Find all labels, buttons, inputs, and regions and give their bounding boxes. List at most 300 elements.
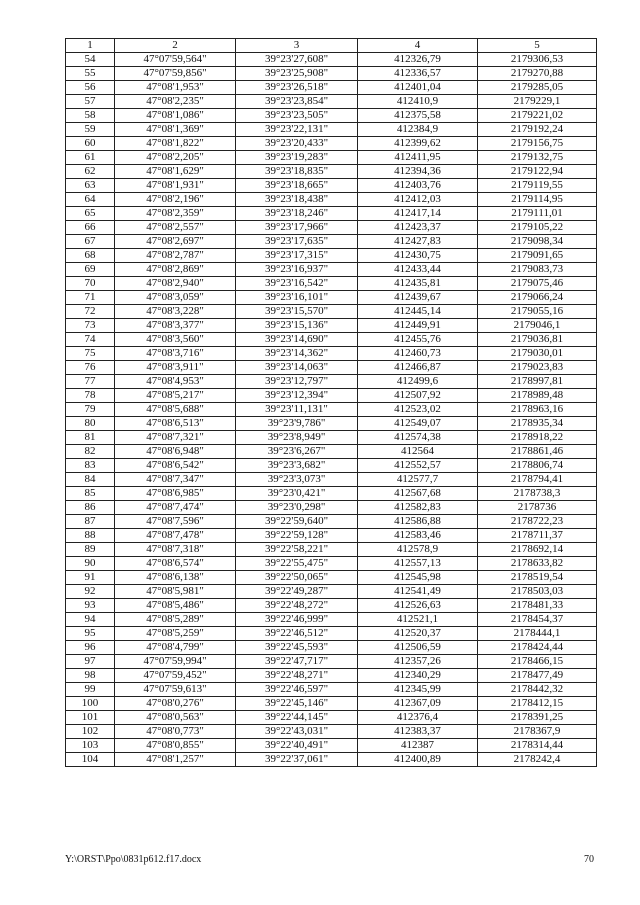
table-cell-col-1: 100 bbox=[66, 697, 115, 711]
table-cell-col-4: 412336,57 bbox=[358, 67, 478, 81]
table-cell-col-1: 87 bbox=[66, 515, 115, 529]
column-header-4: 4 bbox=[358, 39, 478, 53]
table-cell-col-3: 39°22'59,640" bbox=[236, 515, 358, 529]
table-row bbox=[66, 529, 597, 543]
table-row bbox=[66, 123, 597, 137]
table-cell-col-2: 47°08'0,276" bbox=[115, 697, 236, 711]
table-cell-col-5: 2178918,22 bbox=[478, 431, 597, 445]
table-row bbox=[66, 319, 597, 333]
table-cell-col-2: 47°08'3,560" bbox=[115, 333, 236, 347]
table-row bbox=[66, 473, 597, 487]
table-cell-col-3: 39°23'25,908" bbox=[236, 67, 358, 81]
table-cell-col-3: 39°22'48,271" bbox=[236, 669, 358, 683]
table-row bbox=[66, 599, 597, 613]
table-cell-col-2: 47°08'6,138" bbox=[115, 571, 236, 585]
table-row bbox=[66, 221, 597, 235]
table-row bbox=[66, 585, 597, 599]
table-cell-col-1: 64 bbox=[66, 193, 115, 207]
table-cell-col-2: 47°08'6,574" bbox=[115, 557, 236, 571]
table-cell-col-5: 2178503,03 bbox=[478, 585, 597, 599]
table-cell-col-1: 70 bbox=[66, 277, 115, 291]
table-row bbox=[66, 515, 597, 529]
table-cell-col-5: 2179122,94 bbox=[478, 165, 597, 179]
table-cell-col-2: 47°08'5,259" bbox=[115, 627, 236, 641]
table-cell-col-1: 60 bbox=[66, 137, 115, 151]
table-cell-col-4: 412549,07 bbox=[358, 417, 478, 431]
table-cell-col-5: 2178935,34 bbox=[478, 417, 597, 431]
table-cell-col-4: 412357,26 bbox=[358, 655, 478, 669]
table-row bbox=[66, 627, 597, 641]
table-cell-col-5: 2179132,75 bbox=[478, 151, 597, 165]
table-cell-col-5: 2179036,81 bbox=[478, 333, 597, 347]
table-cell-col-5: 2178466,15 bbox=[478, 655, 597, 669]
table-row bbox=[66, 137, 597, 151]
table-cell-col-4: 412412,03 bbox=[358, 193, 478, 207]
table-cell-col-4: 412455,76 bbox=[358, 333, 478, 347]
table-cell-col-3: 39°23'17,315" bbox=[236, 249, 358, 263]
table-cell-col-4: 412430,75 bbox=[358, 249, 478, 263]
table-cell-col-1: 77 bbox=[66, 375, 115, 389]
table-cell-col-2: 47°08'0,563" bbox=[115, 711, 236, 725]
table-cell-col-3: 39°23'18,246" bbox=[236, 207, 358, 221]
table-cell-col-3: 39°23'23,505" bbox=[236, 109, 358, 123]
table-row bbox=[66, 711, 597, 725]
table-cell-col-2: 47°08'3,911" bbox=[115, 361, 236, 375]
table-row bbox=[66, 389, 597, 403]
table-cell-col-4: 412427,83 bbox=[358, 235, 478, 249]
table-cell-col-4: 412521,1 bbox=[358, 613, 478, 627]
table-cell-col-3: 39°23'14,063" bbox=[236, 361, 358, 375]
table-cell-col-5: 2179221,02 bbox=[478, 109, 597, 123]
table-cell-col-1: 102 bbox=[66, 725, 115, 739]
table-cell-col-4: 412552,57 bbox=[358, 459, 478, 473]
table-cell-col-1: 68 bbox=[66, 249, 115, 263]
table-cell-col-5: 2179105,22 bbox=[478, 221, 597, 235]
table-cell-col-4: 412567,68 bbox=[358, 487, 478, 501]
table-cell-col-3: 39°23'19,283" bbox=[236, 151, 358, 165]
table-cell-col-2: 47°08'4,953" bbox=[115, 375, 236, 389]
table-body bbox=[66, 53, 597, 767]
table-cell-col-1: 82 bbox=[66, 445, 115, 459]
table-cell-col-3: 39°23'0,421" bbox=[236, 487, 358, 501]
table-row bbox=[66, 235, 597, 249]
table-cell-col-2: 47°08'3,228" bbox=[115, 305, 236, 319]
table-row bbox=[66, 305, 597, 319]
table-row bbox=[66, 53, 597, 67]
table-cell-col-5: 2178736 bbox=[478, 501, 597, 515]
table-cell-col-5: 2179285,05 bbox=[478, 81, 597, 95]
table-cell-col-3: 39°23'9,786" bbox=[236, 417, 358, 431]
table-cell-col-1: 61 bbox=[66, 151, 115, 165]
table-cell-col-2: 47°07'59,856" bbox=[115, 67, 236, 81]
table-cell-col-4: 412577,7 bbox=[358, 473, 478, 487]
table-cell-col-2: 47°08'6,985" bbox=[115, 487, 236, 501]
table-cell-col-3: 39°23'18,835" bbox=[236, 165, 358, 179]
table-cell-col-1: 75 bbox=[66, 347, 115, 361]
table-cell-col-3: 39°23'16,937" bbox=[236, 263, 358, 277]
table-cell-col-2: 47°08'3,377" bbox=[115, 319, 236, 333]
table-cell-col-5: 2179066,24 bbox=[478, 291, 597, 305]
table-cell-col-4: 412574,38 bbox=[358, 431, 478, 445]
table-cell-col-2: 47°07'59,994" bbox=[115, 655, 236, 669]
table-cell-col-1: 63 bbox=[66, 179, 115, 193]
table-cell-col-5: 2178806,74 bbox=[478, 459, 597, 473]
table-cell-col-2: 47°08'5,217" bbox=[115, 389, 236, 403]
table-cell-col-4: 412506,59 bbox=[358, 641, 478, 655]
table-cell-col-3: 39°23'0,298" bbox=[236, 501, 358, 515]
table-cell-col-4: 412340,29 bbox=[358, 669, 478, 683]
table-cell-col-2: 47°08'7,347" bbox=[115, 473, 236, 487]
table-cell-col-2: 47°08'2,787" bbox=[115, 249, 236, 263]
table-cell-col-2: 47°08'6,948" bbox=[115, 445, 236, 459]
table-cell-col-5: 2179111,01 bbox=[478, 207, 597, 221]
table-cell-col-4: 412460,73 bbox=[358, 347, 478, 361]
table-cell-col-3: 39°22'49,287" bbox=[236, 585, 358, 599]
table-cell-col-5: 2179098,34 bbox=[478, 235, 597, 249]
table-cell-col-3: 39°23'17,635" bbox=[236, 235, 358, 249]
table-cell-col-2: 47°08'1,931" bbox=[115, 179, 236, 193]
table-row bbox=[66, 557, 597, 571]
table-row bbox=[66, 277, 597, 291]
table-cell-col-3: 39°22'46,999" bbox=[236, 613, 358, 627]
table-cell-col-3: 39°22'59,128" bbox=[236, 529, 358, 543]
table-cell-col-4: 412375,58 bbox=[358, 109, 478, 123]
table-cell-col-5: 2178424,44 bbox=[478, 641, 597, 655]
table-cell-col-1: 56 bbox=[66, 81, 115, 95]
document-path: Y:\ORST\Ppo\0831p612.f17.docx bbox=[65, 854, 202, 865]
table-cell-col-2: 47°08'5,688" bbox=[115, 403, 236, 417]
table-cell-col-1: 96 bbox=[66, 641, 115, 655]
table-cell-col-4: 412545,98 bbox=[358, 571, 478, 585]
table-cell-col-1: 67 bbox=[66, 235, 115, 249]
table-cell-col-5: 2178242,4 bbox=[478, 753, 597, 767]
table-cell-col-4: 412520,37 bbox=[358, 627, 478, 641]
table-cell-col-5: 2178477,49 bbox=[478, 669, 597, 683]
table-cell-col-4: 412541,49 bbox=[358, 585, 478, 599]
table-row bbox=[66, 361, 597, 375]
table-cell-col-3: 39°23'16,101" bbox=[236, 291, 358, 305]
table-cell-col-4: 412417,14 bbox=[358, 207, 478, 221]
table-cell-col-2: 47°08'1,086" bbox=[115, 109, 236, 123]
table-cell-col-3: 39°23'11,131" bbox=[236, 403, 358, 417]
table-cell-col-3: 39°22'48,272" bbox=[236, 599, 358, 613]
table-cell-col-5: 2178314,44 bbox=[478, 739, 597, 753]
table-cell-col-2: 47°07'59,452" bbox=[115, 669, 236, 683]
table-cell-col-1: 58 bbox=[66, 109, 115, 123]
table-cell-col-1: 54 bbox=[66, 53, 115, 67]
table-cell-col-3: 39°23'20,433" bbox=[236, 137, 358, 151]
table-cell-col-5: 2178963,16 bbox=[478, 403, 597, 417]
table-cell-col-3: 39°23'18,438" bbox=[236, 193, 358, 207]
table-cell-col-1: 83 bbox=[66, 459, 115, 473]
table-cell-col-3: 39°23'16,542" bbox=[236, 277, 358, 291]
table-cell-col-3: 39°22'45,593" bbox=[236, 641, 358, 655]
table-cell-col-4: 412326,79 bbox=[358, 53, 478, 67]
table-cell-col-1: 93 bbox=[66, 599, 115, 613]
table-cell-col-4: 412578,9 bbox=[358, 543, 478, 557]
table-cell-col-1: 55 bbox=[66, 67, 115, 81]
table-row bbox=[66, 263, 597, 277]
table-cell-col-5: 2178391,25 bbox=[478, 711, 597, 725]
table-cell-col-2: 47°08'1,629" bbox=[115, 165, 236, 179]
table-row bbox=[66, 753, 597, 767]
table-cell-col-2: 47°07'59,564" bbox=[115, 53, 236, 67]
table-cell-col-3: 39°22'37,061" bbox=[236, 753, 358, 767]
table-cell-col-1: 104 bbox=[66, 753, 115, 767]
table-cell-col-3: 39°23'8,949" bbox=[236, 431, 358, 445]
table-cell-col-5: 2179229,1 bbox=[478, 95, 597, 109]
table-cell-col-2: 47°08'7,321" bbox=[115, 431, 236, 445]
table-row bbox=[66, 725, 597, 739]
column-header-2: 2 bbox=[115, 39, 236, 53]
table-cell-col-2: 47°08'2,235" bbox=[115, 95, 236, 109]
table-cell-col-3: 39°23'12,394" bbox=[236, 389, 358, 403]
table-cell-col-4: 412449,91 bbox=[358, 319, 478, 333]
table-row bbox=[66, 81, 597, 95]
table-cell-col-2: 47°08'5,486" bbox=[115, 599, 236, 613]
table-row bbox=[66, 375, 597, 389]
table-row bbox=[66, 165, 597, 179]
table-cell-col-3: 39°23'6,267" bbox=[236, 445, 358, 459]
table-row bbox=[66, 697, 597, 711]
page-number: 70 bbox=[584, 854, 594, 865]
table-cell-col-2: 47°08'1,953" bbox=[115, 81, 236, 95]
table-cell-col-1: 80 bbox=[66, 417, 115, 431]
table-row bbox=[66, 683, 597, 697]
table-cell-col-2: 47°08'0,855" bbox=[115, 739, 236, 753]
table-cell-col-4: 412435,81 bbox=[358, 277, 478, 291]
table-cell-col-1: 98 bbox=[66, 669, 115, 683]
table-row bbox=[66, 417, 597, 431]
table-cell-col-3: 39°23'26,518" bbox=[236, 81, 358, 95]
table-cell-col-5: 2178861,46 bbox=[478, 445, 597, 459]
table-cell-col-3: 39°23'23,854" bbox=[236, 95, 358, 109]
table-row bbox=[66, 641, 597, 655]
table-cell-col-1: 85 bbox=[66, 487, 115, 501]
table-row bbox=[66, 333, 597, 347]
table-cell-col-5: 2178692,14 bbox=[478, 543, 597, 557]
table-header-row bbox=[66, 39, 597, 53]
table-row bbox=[66, 487, 597, 501]
table-cell-col-1: 72 bbox=[66, 305, 115, 319]
table-cell-col-4: 412433,44 bbox=[358, 263, 478, 277]
table-cell-col-3: 39°23'12,797" bbox=[236, 375, 358, 389]
table-cell-col-3: 39°23'3,073" bbox=[236, 473, 358, 487]
table-cell-col-2: 47°08'1,257" bbox=[115, 753, 236, 767]
table-cell-col-5: 2179270,88 bbox=[478, 67, 597, 81]
table-cell-col-3: 39°23'15,570" bbox=[236, 305, 358, 319]
table-cell-col-4: 412367,09 bbox=[358, 697, 478, 711]
table-cell-col-4: 412583,46 bbox=[358, 529, 478, 543]
table-cell-col-3: 39°23'15,136" bbox=[236, 319, 358, 333]
table-cell-col-3: 39°22'44,145" bbox=[236, 711, 358, 725]
table-cell-col-4: 412394,36 bbox=[358, 165, 478, 179]
table-cell-col-1: 59 bbox=[66, 123, 115, 137]
table-cell-col-5: 2179156,75 bbox=[478, 137, 597, 151]
table-cell-col-1: 62 bbox=[66, 165, 115, 179]
table-cell-col-4: 412411,95 bbox=[358, 151, 478, 165]
table-cell-col-2: 47°07'59,613" bbox=[115, 683, 236, 697]
table-cell-col-1: 92 bbox=[66, 585, 115, 599]
table-cell-col-5: 2179046,1 bbox=[478, 319, 597, 333]
table-cell-col-5: 2178412,15 bbox=[478, 697, 597, 711]
table-cell-col-4: 412507,92 bbox=[358, 389, 478, 403]
table-cell-col-4: 412400,89 bbox=[358, 753, 478, 767]
table-cell-col-5: 2178481,33 bbox=[478, 599, 597, 613]
table-cell-col-1: 88 bbox=[66, 529, 115, 543]
table-cell-col-4: 412439,67 bbox=[358, 291, 478, 305]
table-cell-col-4: 412499,6 bbox=[358, 375, 478, 389]
table-cell-col-1: 81 bbox=[66, 431, 115, 445]
table-cell-col-5: 2178722,23 bbox=[478, 515, 597, 529]
table-cell-col-2: 47°08'3,716" bbox=[115, 347, 236, 361]
table-row bbox=[66, 501, 597, 515]
table-cell-col-1: 78 bbox=[66, 389, 115, 403]
table-row bbox=[66, 459, 597, 473]
table-cell-col-1: 69 bbox=[66, 263, 115, 277]
table-cell-col-2: 47°08'7,478" bbox=[115, 529, 236, 543]
table-row bbox=[66, 291, 597, 305]
table-cell-col-2: 47°08'3,059" bbox=[115, 291, 236, 305]
table-cell-col-1: 95 bbox=[66, 627, 115, 641]
table-cell-col-5: 2178711,37 bbox=[478, 529, 597, 543]
table-cell-col-1: 99 bbox=[66, 683, 115, 697]
table-cell-col-1: 66 bbox=[66, 221, 115, 235]
table-row bbox=[66, 445, 597, 459]
table-cell-col-4: 412526,63 bbox=[358, 599, 478, 613]
table-row bbox=[66, 613, 597, 627]
table-cell-col-2: 47°08'1,369" bbox=[115, 123, 236, 137]
table-cell-col-1: 91 bbox=[66, 571, 115, 585]
table-cell-col-1: 89 bbox=[66, 543, 115, 557]
table-cell-col-4: 412376,4 bbox=[358, 711, 478, 725]
table-cell-col-3: 39°22'47,717" bbox=[236, 655, 358, 669]
table-row bbox=[66, 95, 597, 109]
column-header-3: 3 bbox=[236, 39, 358, 53]
table-row bbox=[66, 739, 597, 753]
table-cell-col-2: 47°08'6,513" bbox=[115, 417, 236, 431]
table-cell-col-4: 412403,76 bbox=[358, 179, 478, 193]
table-cell-col-2: 47°08'6,542" bbox=[115, 459, 236, 473]
table-cell-col-5: 2179030,01 bbox=[478, 347, 597, 361]
table-cell-col-4: 412410,9 bbox=[358, 95, 478, 109]
table-cell-col-5: 2178794,41 bbox=[478, 473, 597, 487]
table-cell-col-2: 47°08'5,981" bbox=[115, 585, 236, 599]
table-row bbox=[66, 193, 597, 207]
table-cell-col-5: 2179091,65 bbox=[478, 249, 597, 263]
table-row bbox=[66, 655, 597, 669]
table-cell-col-4: 412445,14 bbox=[358, 305, 478, 319]
table-cell-col-2: 47°08'4,799" bbox=[115, 641, 236, 655]
table-cell-col-1: 79 bbox=[66, 403, 115, 417]
table-cell-col-2: 47°08'2,940" bbox=[115, 277, 236, 291]
table-cell-col-3: 39°22'40,491" bbox=[236, 739, 358, 753]
table-cell-col-5: 2179023,83 bbox=[478, 361, 597, 375]
table-cell-col-2: 47°08'2,697" bbox=[115, 235, 236, 249]
table-cell-col-3: 39°22'46,597" bbox=[236, 683, 358, 697]
table-cell-col-5: 2178997,81 bbox=[478, 375, 597, 389]
table-cell-col-4: 412582,83 bbox=[358, 501, 478, 515]
table-row bbox=[66, 109, 597, 123]
table-cell-col-5: 2178738,3 bbox=[478, 487, 597, 501]
table-cell-col-5: 2178444,1 bbox=[478, 627, 597, 641]
table-cell-col-4: 412345,99 bbox=[358, 683, 478, 697]
table-cell-col-4: 412586,88 bbox=[358, 515, 478, 529]
table-cell-col-4: 412523,02 bbox=[358, 403, 478, 417]
table-row bbox=[66, 347, 597, 361]
table-cell-col-1: 76 bbox=[66, 361, 115, 375]
table-row bbox=[66, 151, 597, 165]
table-cell-col-4: 412384,9 bbox=[358, 123, 478, 137]
table-cell-col-1: 90 bbox=[66, 557, 115, 571]
table-cell-col-3: 39°22'43,031" bbox=[236, 725, 358, 739]
table-row bbox=[66, 403, 597, 417]
table-cell-col-2: 47°08'2,205" bbox=[115, 151, 236, 165]
table-cell-col-4: 412564 bbox=[358, 445, 478, 459]
coordinates-table bbox=[65, 38, 597, 767]
table-cell-col-5: 2179119,55 bbox=[478, 179, 597, 193]
table-cell-col-2: 47°08'2,359" bbox=[115, 207, 236, 221]
table-row bbox=[66, 669, 597, 683]
table-row bbox=[66, 571, 597, 585]
table-cell-col-5: 2178442,32 bbox=[478, 683, 597, 697]
table-row bbox=[66, 249, 597, 263]
table-cell-col-1: 74 bbox=[66, 333, 115, 347]
coordinates-sheet bbox=[65, 38, 596, 767]
table-cell-col-1: 94 bbox=[66, 613, 115, 627]
table-cell-col-4: 412423,37 bbox=[358, 221, 478, 235]
table-cell-col-3: 39°23'22,131" bbox=[236, 123, 358, 137]
table-cell-col-5: 2179306,53 bbox=[478, 53, 597, 67]
table-cell-col-2: 47°08'7,596" bbox=[115, 515, 236, 529]
table-cell-col-4: 412466,87 bbox=[358, 361, 478, 375]
table-cell-col-5: 2178633,82 bbox=[478, 557, 597, 571]
table-cell-col-3: 39°22'45,146" bbox=[236, 697, 358, 711]
table-cell-col-2: 47°08'2,557" bbox=[115, 221, 236, 235]
table-cell-col-5: 2179192,24 bbox=[478, 123, 597, 137]
table-cell-col-1: 57 bbox=[66, 95, 115, 109]
table-cell-col-5: 2178454,37 bbox=[478, 613, 597, 627]
table-cell-col-1: 86 bbox=[66, 501, 115, 515]
table-row bbox=[66, 67, 597, 81]
table-cell-col-3: 39°23'18,665" bbox=[236, 179, 358, 193]
table-cell-col-3: 39°23'14,362" bbox=[236, 347, 358, 361]
table-cell-col-5: 2178989,48 bbox=[478, 389, 597, 403]
table-cell-col-2: 47°08'7,318" bbox=[115, 543, 236, 557]
table-cell-col-4: 412399,62 bbox=[358, 137, 478, 151]
table-cell-col-1: 97 bbox=[66, 655, 115, 669]
table-cell-col-1: 65 bbox=[66, 207, 115, 221]
table-cell-col-3: 39°23'17,966" bbox=[236, 221, 358, 235]
table-cell-col-5: 2179075,46 bbox=[478, 277, 597, 291]
table-cell-col-1: 73 bbox=[66, 319, 115, 333]
table-cell-col-2: 47°08'7,474" bbox=[115, 501, 236, 515]
table-row bbox=[66, 431, 597, 445]
table-cell-col-2: 47°08'2,869" bbox=[115, 263, 236, 277]
table-cell-col-5: 2179114,95 bbox=[478, 193, 597, 207]
table-cell-col-3: 39°22'58,221" bbox=[236, 543, 358, 557]
table-cell-col-2: 47°08'1,822" bbox=[115, 137, 236, 151]
table-cell-col-5: 2179083,73 bbox=[478, 263, 597, 277]
table-cell-col-1: 71 bbox=[66, 291, 115, 305]
table-cell-col-3: 39°23'27,608" bbox=[236, 53, 358, 67]
table-cell-col-4: 412383,37 bbox=[358, 725, 478, 739]
table-cell-col-3: 39°22'50,065" bbox=[236, 571, 358, 585]
table-cell-col-1: 103 bbox=[66, 739, 115, 753]
table-cell-col-4: 412557,13 bbox=[358, 557, 478, 571]
table-cell-col-5: 2179055,16 bbox=[478, 305, 597, 319]
column-header-1: 1 bbox=[66, 39, 115, 53]
